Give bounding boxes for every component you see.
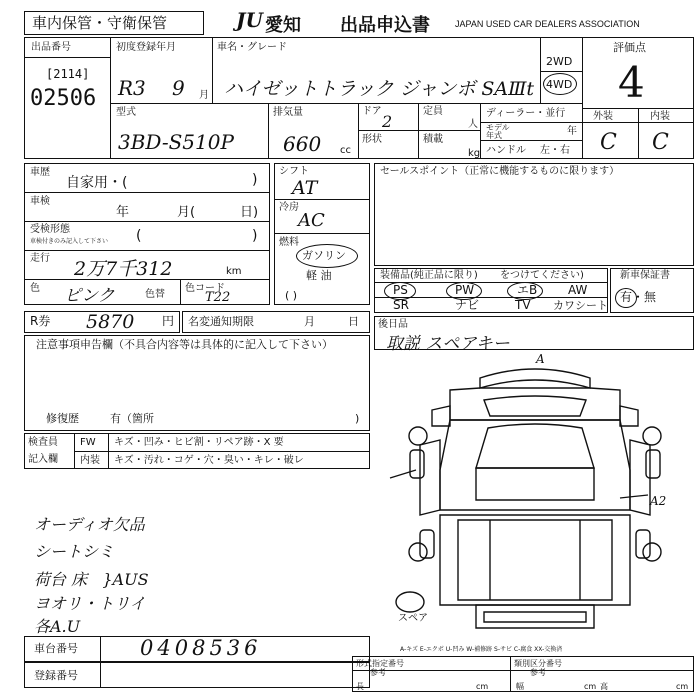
height-label: 高 (600, 682, 608, 691)
shift-value: AT (292, 177, 318, 199)
color-change-label: 色替 (145, 289, 165, 300)
equip-aw: AW (568, 283, 588, 297)
mileage-unit: km (226, 266, 242, 277)
drive-selected-circle (543, 73, 577, 95)
reference-label-1: 参考 (370, 668, 386, 677)
chassis-label: 車台番号 (34, 642, 78, 655)
length-label: 長 (356, 682, 364, 691)
equip-ps-circle (384, 282, 416, 300)
rear-items-label: 後日品 (378, 319, 408, 330)
storage-badge-text: 車内保管・守衛保管 (32, 14, 168, 32)
equip-navi: ナビ (455, 298, 480, 312)
registration-month-unit: 月 (199, 90, 209, 101)
warranty-label: 新車保証書 (620, 270, 670, 281)
note-line-2: シートシミ (34, 542, 115, 561)
inspection-day: 日) (240, 205, 259, 220)
sales-point-box (374, 163, 694, 266)
acceptance-label: 受検形態 (30, 224, 70, 235)
doors-value: 2 (382, 112, 393, 131)
handle-label: ハンドル (486, 145, 526, 156)
association-name: JAPAN USED CAR DEALERS ASSOCIATION (455, 19, 640, 29)
mileage-label: 走行 (30, 253, 50, 264)
lane-code: [2114] (46, 67, 90, 81)
repair-history-label: 修復歴 (46, 412, 79, 425)
registration-month: 9 (172, 76, 185, 100)
notes-header: 注意事項申告欄（不具合内容等は具体的に記入して下さい） (36, 338, 333, 351)
category-number-label: 類別区分番号 (514, 659, 562, 668)
drivetrain-grid (274, 163, 370, 305)
displacement-unit: cc (340, 145, 351, 156)
spare-tire-label: スペア (398, 613, 428, 624)
acceptance-note: 車検付きのみ記入して下さい (30, 238, 109, 245)
inspection-month: 月( (177, 205, 196, 220)
inspector-label-2: 記入欄 (28, 454, 58, 465)
reg-number-label: 登録番号 (34, 669, 78, 682)
reference-label-2: 参考 (530, 668, 546, 677)
equip-ps: PS (393, 283, 408, 297)
note-line-1: オーディオ欠品 (34, 515, 145, 534)
warranty-options: 有・無 (620, 290, 657, 304)
drive-4wd: 4WD (546, 78, 573, 91)
warranty-circle (615, 288, 637, 308)
handle-options: 左・右 (540, 145, 570, 156)
vehicle-damage-diagram (380, 350, 694, 650)
drive-2wd: 2WD (546, 55, 573, 68)
color-code: T22 (205, 290, 231, 305)
grade-score: 4 (618, 58, 645, 107)
equip-pw: PW (455, 283, 475, 297)
model-label: モデル (486, 123, 510, 132)
inspector-row2-head: 内装 (80, 455, 100, 466)
equip-leather: カワシート (553, 299, 608, 312)
equip-airbag: エB (517, 283, 538, 297)
fuel-gasoline: ガソリン (302, 249, 346, 262)
exterior-label: 外装 (593, 111, 613, 122)
color-label: 色 (30, 283, 40, 294)
year-unit: 年 (567, 126, 577, 137)
note-line-4: ヨオリ・トリイ (34, 594, 146, 613)
inspector-label-1: 検査員 (28, 437, 58, 448)
recycle-value: 5870 (86, 311, 135, 333)
model-code-label: 型式 (116, 107, 136, 118)
damage-legend: A-キズ E-エクボ U-凹み W-補修跡 S-サビ C-腐食 XX-交換済 (400, 646, 563, 653)
registration-era: R3 (118, 76, 146, 100)
capacity-unit: 人 (468, 119, 478, 130)
form-title: 出品申込書 (340, 15, 430, 36)
inspector-row1-head: FW (80, 437, 96, 448)
note-line-5: 各A.U (34, 617, 81, 636)
color-value: ピンク (64, 286, 115, 306)
note-line-3: 荷台 床 }AUS (34, 570, 149, 589)
shift-label: シフト (279, 166, 309, 177)
equipment-hint: をつけてください) (500, 270, 584, 281)
recycle-label: R券 (30, 314, 51, 328)
specified-number-label: 形式指定番号 (356, 659, 404, 668)
history-value: 自家用・( (66, 175, 128, 191)
doors-label: ドア (362, 106, 382, 117)
model-code: 3BD-S510P (118, 130, 234, 154)
displacement: 660 (283, 132, 322, 156)
fuel-diesel: 軽 油 (306, 269, 332, 282)
dealer-import: ディーラー・並行 (486, 108, 566, 119)
damage-mark-a: A (536, 352, 545, 366)
inspector-row2: キズ・汚れ・コゲ・穴・臭い・キレ・破レ (114, 455, 304, 466)
inspector-row1: キズ・凹み・ヒビ割・リペア跡・X 要 (114, 437, 284, 448)
displacement-label: 排気量 (273, 107, 303, 118)
aircon-value: AC (298, 210, 325, 231)
acceptance-close: ) (252, 228, 258, 244)
history-close: ) (252, 172, 258, 188)
listing-number: 02506 (30, 86, 97, 111)
load-unit: kg (468, 148, 481, 159)
logo-city: 愛知 (265, 15, 301, 36)
grade-label: 評価点 (613, 41, 646, 54)
listing-number-label: 出品番号 (31, 42, 71, 53)
acceptance-open: ( (136, 228, 142, 244)
fuel-selected-circle (296, 244, 358, 268)
registration-label: 初度登録年月 (116, 42, 176, 53)
width-label: 幅 (516, 682, 524, 691)
width-unit: cm (584, 682, 597, 691)
ju-logo-mark: JU (236, 8, 263, 32)
capacity-label: 定員 (423, 106, 443, 117)
load-label: 積載 (423, 134, 443, 145)
repair-history-close: ) (355, 412, 360, 425)
sales-point-label: セールスポイント（正常に機能するものに限ります） (380, 166, 620, 177)
equip-sr: SR (393, 298, 409, 312)
mileage-value: 2万7千312 (74, 258, 173, 280)
interior-grade: C (652, 130, 669, 155)
year-label: 年式 (486, 131, 502, 140)
repair-history-value: 有（箇所 (110, 412, 154, 425)
fuel-label: 燃料 (279, 237, 299, 248)
chassis-number: 0408536 (140, 636, 262, 660)
shape-label: 形状 (362, 134, 382, 145)
length-unit: cm (476, 682, 489, 691)
equip-pw-circle (446, 282, 482, 300)
damage-mark-a2: A2 (650, 494, 667, 508)
recycle-unit: 円 (162, 314, 175, 328)
model-name-label: 車名・グレード (217, 42, 287, 53)
inspection-year: 年 (116, 205, 130, 220)
interior-label: 内装 (650, 111, 670, 122)
height-unit: cm (676, 682, 689, 691)
exterior-grade: C (600, 130, 617, 155)
rear-items-value: 取説 スペアキー (386, 334, 510, 354)
transfer-month: 月 (304, 315, 315, 328)
equipment-label: 装備品(純正品に限り) (380, 270, 478, 281)
equip-tv: TV (515, 298, 531, 312)
fuel-paren: ( ) (285, 289, 298, 302)
model-name: ハイゼットトラック ジャンボ SAⅢt (224, 78, 535, 100)
equip-airbag-circle (507, 282, 543, 300)
color-code-label: 色コード (185, 283, 225, 294)
transfer-label: 名変通知期限 (188, 315, 254, 328)
history-label: 車歴 (30, 167, 50, 178)
aircon-label: 冷房 (279, 202, 299, 213)
transfer-day: 日 (348, 315, 359, 328)
inspection-label: 車検 (30, 196, 50, 207)
